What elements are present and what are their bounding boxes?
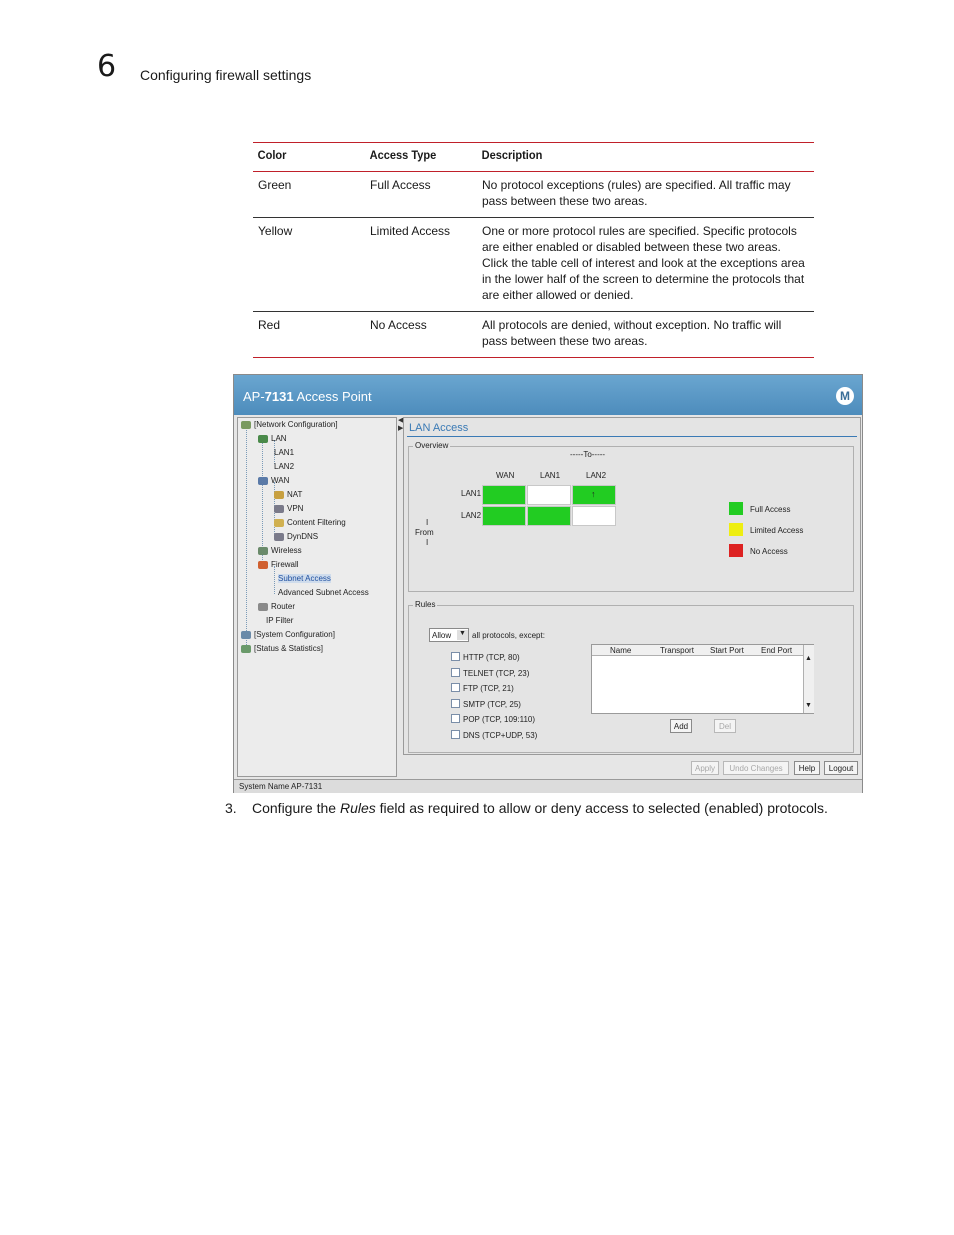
nav-lan[interactable]: LAN bbox=[258, 434, 287, 444]
protocol-checkbox-pop[interactable] bbox=[451, 714, 460, 723]
rules-group bbox=[408, 600, 854, 753]
main-panel bbox=[403, 417, 861, 755]
filter-icon bbox=[274, 519, 284, 527]
nav-dyndns[interactable]: DynDNS bbox=[274, 532, 318, 542]
app-title-suffix: Access Point bbox=[293, 389, 372, 404]
protocol-checkbox-telnet[interactable] bbox=[451, 668, 460, 677]
vpn-icon bbox=[274, 505, 284, 513]
cell-access-type: Limited Access bbox=[365, 218, 477, 312]
dyndns-icon bbox=[274, 533, 284, 541]
exc-col-start-port: Start Port bbox=[710, 646, 744, 655]
help-button[interactable]: Help bbox=[794, 761, 820, 775]
action-suffix: all protocols, except: bbox=[472, 631, 545, 640]
nat-icon bbox=[274, 491, 284, 499]
legend-full-access: Full Access bbox=[750, 505, 791, 514]
firewall-icon bbox=[258, 561, 268, 569]
cursor-icon: ↑ bbox=[591, 489, 596, 499]
app-title-model: 7131 bbox=[264, 389, 294, 404]
nav-ip-filter[interactable]: IP Filter bbox=[266, 616, 294, 625]
cell-lan1-lan2[interactable] bbox=[572, 485, 616, 505]
row-lan2: LAN2 bbox=[461, 511, 482, 520]
legend-limited-access: Limited Access bbox=[750, 526, 804, 535]
app-header bbox=[234, 375, 862, 415]
cell-description: One or more protocol rules are specified. Specific protocols are either enabled or disabled between these two areas. Click the table cell of interest and look at the exceptions area in the lower half of the screen to determine the protocols that are either allowed or denied. bbox=[477, 218, 814, 312]
apply-button[interactable]: Apply bbox=[691, 761, 719, 775]
protocol-label: DNS (TCP+UDP, 53) bbox=[463, 731, 538, 740]
col-header-access-type: Access Type bbox=[365, 143, 468, 172]
overview-label: Overview bbox=[415, 441, 449, 450]
nav-tree bbox=[237, 417, 397, 777]
col-header-description: Description bbox=[477, 143, 787, 172]
step-text-em: Rules bbox=[339, 800, 376, 816]
add-button[interactable]: Add bbox=[670, 719, 692, 733]
wireless-icon bbox=[258, 547, 268, 555]
nav-content-filtering[interactable]: Content Filtering bbox=[274, 518, 346, 528]
nav-firewall[interactable]: Firewall bbox=[258, 560, 299, 570]
protocol-label: POP (TCP, 109:110) bbox=[463, 715, 536, 724]
nav-advanced-subnet-access[interactable]: Advanced Subnet Access bbox=[278, 588, 369, 597]
table-row bbox=[253, 218, 814, 312]
to-label: -----To----- bbox=[570, 450, 606, 459]
lan-icon bbox=[258, 435, 268, 443]
logout-button[interactable]: Logout bbox=[824, 761, 858, 775]
col-wan: WAN bbox=[496, 471, 515, 480]
protocol-label: FTP (TCP, 21) bbox=[463, 684, 514, 693]
from-mark-bottom: I bbox=[426, 538, 429, 547]
cell-description: All protocols are denied, without exception. No traffic will pass between these two areas. bbox=[477, 312, 814, 358]
table-row bbox=[253, 312, 814, 358]
nav-router[interactable]: Router bbox=[258, 602, 295, 612]
router-icon bbox=[258, 603, 268, 611]
collapse-left-icon[interactable]: ◀ bbox=[398, 417, 404, 424]
protocol-label: HTTP (TCP, 80) bbox=[463, 653, 520, 662]
nav-nat[interactable]: NAT bbox=[274, 490, 302, 500]
statistics-icon bbox=[241, 645, 251, 653]
col-lan1: LAN1 bbox=[540, 471, 561, 480]
table-row bbox=[253, 172, 814, 218]
protocol-label: SMTP (TCP, 25) bbox=[463, 700, 521, 709]
exceptions-table-header bbox=[592, 645, 804, 656]
system-config-icon bbox=[241, 631, 251, 639]
legend-swatch-none bbox=[729, 544, 743, 557]
system-name: System Name AP-7131 bbox=[239, 782, 323, 791]
app-screenshot bbox=[233, 374, 863, 793]
cell-description: No protocol exceptions (rules) are specified. All traffic may pass between these two areas. bbox=[477, 172, 814, 218]
protocol-label: TELNET (TCP, 23) bbox=[463, 669, 530, 678]
col-lan2: LAN2 bbox=[586, 471, 607, 480]
exc-col-end-port: End Port bbox=[761, 646, 793, 655]
network-folder-icon bbox=[241, 421, 251, 429]
cell-color: Red bbox=[253, 312, 365, 358]
scroll-down-icon[interactable]: ▼ bbox=[805, 702, 812, 709]
protocol-checkbox-http[interactable] bbox=[451, 652, 460, 661]
nav-status-statistics[interactable]: [Status & Statistics] bbox=[241, 644, 323, 654]
undo-changes-button[interactable]: Undo Changes bbox=[723, 761, 789, 775]
step-3 bbox=[225, 800, 828, 816]
exc-col-transport: Transport bbox=[660, 646, 694, 655]
step-text-post: field as required to allow or deny access to selected (enabled) protocols. bbox=[375, 800, 828, 816]
col-header-color: Color bbox=[253, 143, 356, 172]
row-lan1: LAN1 bbox=[461, 489, 482, 498]
action-select-value: Allow bbox=[432, 631, 452, 640]
cell-color: Green bbox=[253, 172, 365, 218]
nav-wan[interactable]: WAN bbox=[258, 476, 289, 486]
from-mark-top: I bbox=[426, 518, 429, 527]
nav-system-configuration[interactable]: [System Configuration] bbox=[241, 630, 335, 640]
wan-icon bbox=[258, 477, 268, 485]
legend-swatch-limited bbox=[729, 523, 743, 536]
exceptions-scrollbar[interactable] bbox=[803, 645, 814, 713]
action-select[interactable] bbox=[429, 628, 469, 642]
expand-right-icon[interactable]: ▶ bbox=[398, 425, 404, 432]
app-title-prefix: AP- bbox=[243, 389, 265, 404]
status-bar bbox=[234, 779, 862, 793]
cell-color: Yellow bbox=[253, 218, 365, 312]
protocol-checkbox-ftp[interactable] bbox=[451, 683, 460, 692]
cell-lan1-wan[interactable] bbox=[482, 485, 526, 505]
cell-lan2-lan1[interactable] bbox=[527, 506, 571, 526]
nav-wireless[interactable]: Wireless bbox=[258, 546, 302, 556]
protocol-checkbox-smtp[interactable] bbox=[451, 699, 460, 708]
rules-label: Rules bbox=[415, 600, 436, 609]
motorola-logo-icon: M bbox=[836, 387, 854, 405]
step-text-pre: Configure the bbox=[252, 800, 340, 816]
nav-vpn[interactable]: VPN bbox=[274, 504, 303, 514]
table-header-row bbox=[253, 143, 814, 172]
nav-lan1[interactable]: LAN1 bbox=[274, 448, 295, 457]
cell-access-type: No Access bbox=[365, 312, 477, 358]
exceptions-table[interactable] bbox=[591, 644, 814, 714]
nav-network-configuration[interactable]: [Network Configuration] bbox=[241, 420, 338, 430]
panel-title: LAN Access bbox=[409, 422, 469, 434]
chapter-number: 6 bbox=[97, 49, 117, 84]
del-button[interactable]: Del bbox=[714, 719, 736, 733]
legend-swatch-full bbox=[729, 502, 743, 515]
chevron-down-icon: ▼ bbox=[457, 630, 468, 640]
overview-group bbox=[408, 441, 854, 592]
cell-lan1-lan1[interactable] bbox=[527, 485, 571, 505]
protocol-checkbox-dns[interactable] bbox=[451, 730, 460, 739]
color-legend-table bbox=[253, 142, 814, 358]
legend-no-access: No Access bbox=[750, 547, 788, 556]
scroll-up-icon[interactable]: ▲ bbox=[805, 655, 812, 662]
cell-access-type: Full Access bbox=[365, 172, 477, 218]
from-label: From bbox=[415, 528, 434, 537]
step-number: 3. bbox=[225, 800, 237, 816]
nav-lan2[interactable]: LAN2 bbox=[274, 462, 295, 471]
cell-lan2-lan2[interactable] bbox=[572, 506, 616, 526]
cell-lan2-wan[interactable] bbox=[482, 506, 526, 526]
chapter-title: Configuring firewall settings bbox=[140, 67, 312, 83]
app-title bbox=[243, 389, 372, 404]
exc-col-name: Name bbox=[610, 646, 632, 655]
nav-subnet-access[interactable]: Subnet Access bbox=[278, 574, 331, 583]
